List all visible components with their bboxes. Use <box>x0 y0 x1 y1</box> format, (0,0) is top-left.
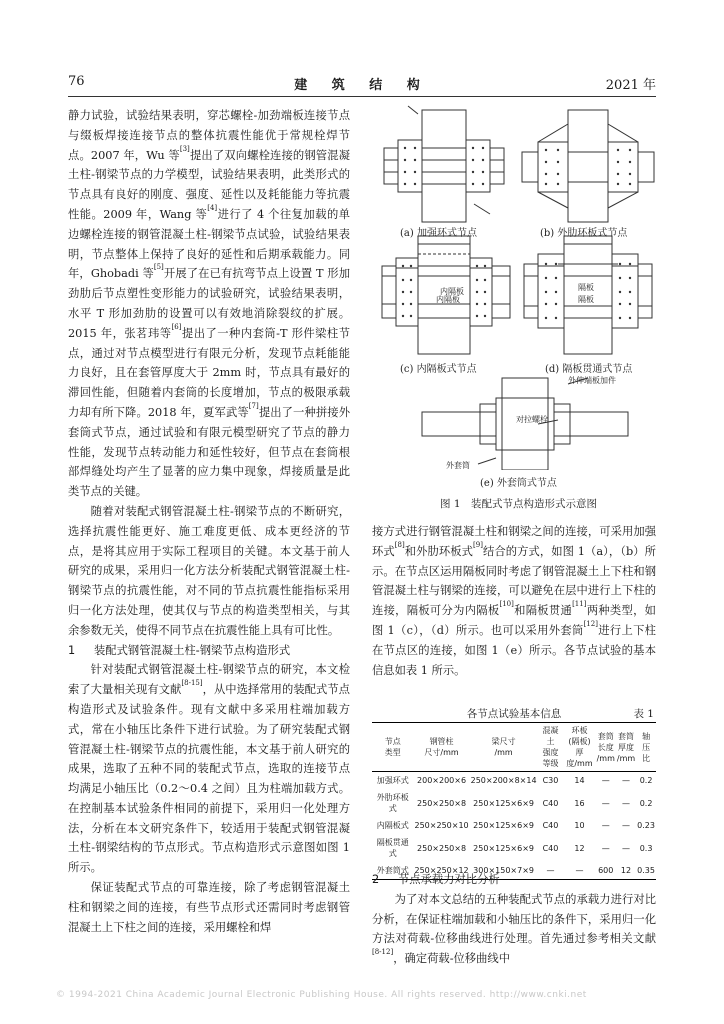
paragraph <box>372 890 656 969</box>
text-run: 进行上下柱在节点区的连接，如图 1（e）所示。各节点试验的基本信息如表 1 所示。 <box>372 623 656 677</box>
table-1 <box>372 722 656 880</box>
caption-c: (c) 内隔板式节点 <box>400 364 477 375</box>
table-cell: 10 <box>574 821 585 830</box>
table-cell: — <box>622 843 631 853</box>
table-cell: 250×250×8 <box>417 843 467 853</box>
section-number: 2 <box>372 873 380 886</box>
table-cell: 加强环式 <box>376 776 409 785</box>
table-cell: — <box>601 843 610 853</box>
table-cell: 16 <box>574 798 585 808</box>
table-cell: 250×200×8×14 <box>470 776 537 785</box>
table-cell: 250×125×6×9 <box>473 821 534 830</box>
citation: [6] <box>171 322 182 331</box>
table-body <box>372 772 656 880</box>
text-run: 提出了一种内套筒-T 形件梁柱节点，通过对节点模型进行有限元分析，发现节点耗能能力良好，且在套管厚度大于 2mm 时，节点具有最好的滞回性能，但随着内套筒的长度增加，节点的极限承载力却有所下降。2018 年，夏军武等 <box>68 326 351 419</box>
table-cell: 600 <box>596 862 616 880</box>
section-title: 装配式钢管混凝土柱-钢梁节点构造形式 <box>94 643 291 657</box>
citation: [9] <box>473 540 483 549</box>
paragraph: 保证装配式节点的可靠连接，除了考虑钢管混凝土柱和钢梁之间的连接，有些节点形式还需同时考虑钢管混凝土上下柱之间的连接，采用螺栓和焊 <box>68 881 350 934</box>
citation: [8-15] <box>181 679 203 688</box>
table-header-cell: 混凝土 强度 等级 <box>538 723 564 772</box>
issue-year: 2021 年 <box>605 78 656 93</box>
table-header-cell: 环板 (隔板)厚 度/mm <box>563 723 595 772</box>
paragraph <box>372 522 656 680</box>
joint-a-diagram <box>384 106 504 222</box>
table-cell: 0.2 <box>639 776 653 785</box>
citation: [3] <box>179 144 190 153</box>
table-cell: 250×250×10 <box>414 821 469 830</box>
table-cell: C40 <box>542 798 559 808</box>
table-cell: 0.2 <box>639 798 653 808</box>
caption-e: (e) 外套筒式节点 <box>480 478 557 489</box>
table-header-row <box>372 723 656 772</box>
caption-a: (a) 加强环式节点 <box>400 228 477 239</box>
text-run: 静力试验，试验结果表明，穿芯螺栓-加劲端板连接节点与缀板焊接连接节点的整体抗震性能优于常规栓焊节点。2007 年，Wu 等 <box>68 109 350 162</box>
paragraph <box>68 106 350 502</box>
table-cell: 300×150×7×9 <box>470 862 538 880</box>
text-run: ，确定荷载-位移曲线中 <box>393 952 510 966</box>
table-header-cell: 套筒 厚度 /mm <box>616 723 636 772</box>
paragraph <box>68 660 350 878</box>
text-run: 进行了 4 个往复加载的单边螺栓连接的钢管混凝土柱-钢梁节点试验，试验结果表明，节点整体上保持了良好的延性和后期承载能力。同年，Ghobadi 等 <box>68 207 350 281</box>
joint-b-diagram <box>522 110 654 222</box>
figure-1-lower <box>378 240 658 360</box>
table-header-cell: 钢管柱 尺寸/mm <box>414 723 470 772</box>
text-run: 提出了双向螺栓连接的钢管混凝土柱-钢梁节点的力学模型，试验结果表明，此类形式的节点具有良好的刚度、强度、延性以及耗能能力等抗震性能。2009 年，Wang 等 <box>68 148 350 221</box>
table-row <box>372 817 656 834</box>
paragraph: 随着对装配式钢管混凝土柱-钢梁节点的不断研究，选择抗震性能更好、施工难度更低、成本更经济的节点，是将其应用于实际工程项目的关键。本文基于前人研究的成果，采用归一化方法分析装配式钢管混凝土柱-钢梁节点的抗震性能，对不同的节点抗震性能指标采用归一化方法处理，使其仅与节点的构造类型相关，与其余参数无关，使得不同节点在抗震性能上具有可比性。 <box>68 504 350 637</box>
table-cell: 0.3 <box>639 843 653 853</box>
text-run: 针对装配式钢管混凝土柱-钢梁节点的研究，本文检索了大量相关现有文献 <box>68 663 350 697</box>
table-cell: 0.35 <box>636 862 656 880</box>
text-run: 为了对本文总结的五种装配式节点的承载力进行对比分析，在保证柱端加载和小轴压比的条件下，采用归一化方法对荷载-位移曲线进行处理。首先通过参考相关文献 <box>372 892 656 946</box>
table-cell: — <box>601 821 610 830</box>
label-bolt: 对拉螺栓 <box>516 415 548 424</box>
journal-title: 建 筑 结 构 <box>294 78 430 93</box>
table-cell: 隔板贯通式 <box>376 838 409 858</box>
text-run: 结合的方式，如图 1（a），（b）所示。在节点区运用隔板同时考虑了钢管混凝土上下柱和钢管混凝土柱与钢梁的连接，可以避免在层中进行上下柱的连接，隔板可分为内隔板 <box>372 544 656 618</box>
table-cell: 外肋环板式 <box>376 793 409 813</box>
right-column-top <box>372 522 656 680</box>
table-cell: — <box>622 798 631 808</box>
table-cell: 250×125×6×9 <box>473 843 534 853</box>
citation: [4] <box>207 203 218 212</box>
table-cell: — <box>538 862 564 880</box>
table-cell: 内隔板式 <box>376 821 409 830</box>
text-run: 提出了一种拼接外套筒式节点，通过试验和有限元模型研究了节点的静力性能，发现节点转动能力和延性较好，但节点在套筒根部焊缝处均产生了显著的应力集中现象，焊接质量是此类节点的关键。 <box>68 405 350 499</box>
running-header <box>68 74 656 94</box>
table-row <box>372 772 656 790</box>
section-number: 1 <box>68 643 76 657</box>
table-title: 各节点试验基本信息 <box>466 708 562 720</box>
table-cell: 12 <box>616 862 636 880</box>
right-column-bottom <box>372 870 656 969</box>
section-heading-2 <box>372 870 656 890</box>
section-title: 节点承载力对比分析 <box>398 873 500 886</box>
table-label: 表 1 <box>633 708 654 720</box>
table-cell: — <box>601 776 610 785</box>
text-run: 两种类型，如图 1（c），（d）所示。也可以采用外套筒 <box>372 604 656 637</box>
table-cell: — <box>563 862 595 880</box>
table-cell: C40 <box>542 843 559 853</box>
figure-title: 图 1 装配式节点构造形式示意图 <box>440 498 598 510</box>
table-cell: 250×250×8 <box>417 798 467 808</box>
citation: [8] <box>394 540 405 549</box>
watermark: © 1994-2021 China Academic Journal Electronic Publishing House. All rights reserved. http://www.cnki.net <box>56 990 587 1000</box>
header-rule <box>68 96 656 97</box>
caption-d: (d) 隔板贯通式节点 <box>545 364 633 375</box>
table-cell: — <box>601 798 610 808</box>
label-inner-diaphragm: 内隔板 <box>440 287 464 296</box>
table-cell: — <box>622 776 631 785</box>
table-header-cell: 梁尺寸 /mm <box>470 723 538 772</box>
label-inner-diaphragm-2: 内隔板 <box>436 295 460 304</box>
text-run: 接方式进行钢管混凝土柱和钢梁之间的连接，可采用加强环式 <box>372 525 656 558</box>
table-cell: C30 <box>542 776 559 785</box>
table-row <box>372 834 656 862</box>
table-cell: 250×125×6×9 <box>473 798 534 808</box>
table-cell: 14 <box>574 776 585 785</box>
citation: [10] <box>499 600 514 609</box>
text-run: ，从中选择常用的装配式节点构造形式及试验条件。现有文献中多采用柱端加载方式，常在小轴压比条件下进行试验。为了研究装配式钢管混凝土柱-钢梁节点的抗震性能，本文基于前人研究的成果，选取了五种不同的装配式节点，选取的连接节点均满足小轴压比（0.2～0.4 之间）且为柱端加载方式。在控制基本试验条件相同的前提下，采用归一化处理方法，分析在本文研究条件下，较适用于装配式钢管混凝土柱-钢梁结构的节点形式。节点构造形式示意图如图 1 所示。 <box>68 683 350 875</box>
label-sleeve: 外套筒 <box>446 461 470 470</box>
table-cell: 250×250×12 <box>414 862 470 880</box>
citation: [5] <box>153 263 164 272</box>
citation: [12] <box>583 619 598 628</box>
table-cell: — <box>622 821 631 830</box>
page-number: 76 <box>68 74 85 89</box>
text-run: 开展了在已有抗弯节点上设置 T 形加劲肋后节点塑性变形能力的试验研究，试验结果表明，水平 T 形加劲肋的设置可以有效地消除裂纹的扩展。2015 年，张茗玮等 <box>68 267 350 340</box>
left-column <box>68 106 350 937</box>
table-row <box>372 789 656 817</box>
citation: [8-12] <box>372 948 394 957</box>
section-heading-1 <box>68 641 350 661</box>
text-run: 和隔板贯通 <box>513 604 573 618</box>
table-cell: 200×200×6 <box>417 776 467 785</box>
table-cell: 外套筒式 <box>372 862 414 880</box>
label-through-diaphragm-2: 隔板 <box>578 295 594 304</box>
citation: [11] <box>572 600 587 609</box>
table-header-cell: 套筒 长度 /mm <box>596 723 616 772</box>
table-cell: 0.23 <box>637 821 655 830</box>
figure-1-e <box>418 374 638 470</box>
citation: [7] <box>248 401 259 410</box>
table-header-cell: 轴 压 比 <box>636 723 656 772</box>
text-run: 和外肋环板式 <box>404 544 474 558</box>
label-outer-stiffener: 外伸端板加件 <box>568 376 616 385</box>
caption-b: (b) 外肋环板式节点 <box>540 228 628 239</box>
label-through-diaphragm: 隔板 <box>578 283 594 292</box>
table-cell: 12 <box>574 843 585 853</box>
table-cell: C40 <box>542 821 559 830</box>
table-header-cell: 节点 类型 <box>372 723 414 772</box>
